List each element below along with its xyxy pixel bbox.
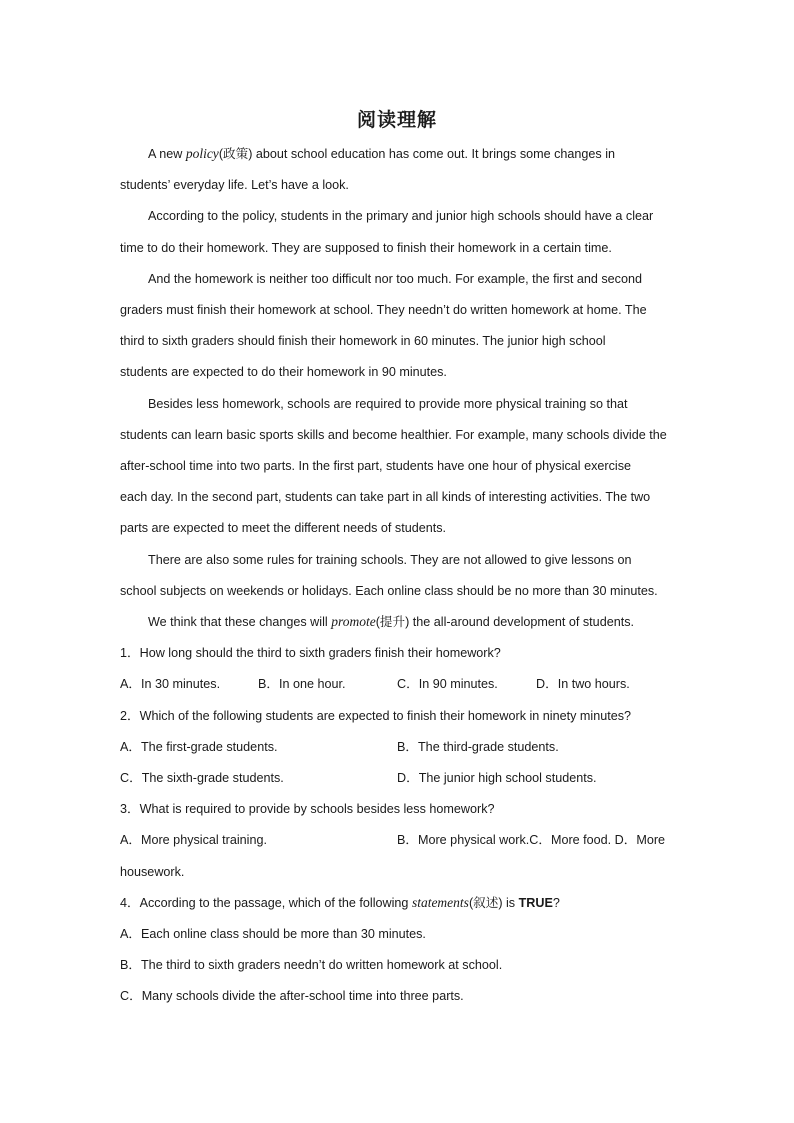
q2-option-d: D．The junior high school students.: [397, 771, 597, 785]
q3-option-d-continued: housework.: [120, 865, 185, 879]
passage-line: each day. In the second part, students can take part in all kinds of interesting activities. The two: [120, 490, 651, 504]
passage-line: parts are expected to meet the different needs of students.: [120, 521, 447, 535]
q4-option-a: A．Each online class should be more than 30 minutes.: [120, 927, 426, 941]
q2-option-a: A．The first-grade students.: [120, 740, 278, 754]
passage-line: third to sixth graders should finish their homework in 60 minutes. The junior high school: [120, 334, 606, 348]
text-run: A new: [148, 147, 186, 161]
question-2: 2．Which of the following students are expected to finish their homework in ninety minutes?: [120, 709, 632, 723]
q3-option-a: A．More physical training.: [120, 833, 267, 847]
passage-line: students’ everyday life. Let’s have a look.: [120, 178, 349, 192]
passage-line: graders must finish their homework at school. They needn’t do written homework at home. The: [120, 303, 647, 317]
passage-line: And the homework is neither too difficult nor too much. For example, the first and second: [148, 272, 642, 286]
q3-options-bcd: B．More physical work.C．More food. D．More: [397, 833, 666, 847]
text-run: 4．According to the passage, which of the following: [120, 896, 412, 910]
text-run: (叙述) is: [468, 896, 519, 910]
question-1: 1．How long should the third to sixth graders finish their homework?: [120, 646, 501, 660]
passage-line: after-school time into two parts. In the first part, students have one hour of physical exercise: [120, 459, 631, 473]
emphasis-true: TRUE: [518, 896, 553, 910]
question-3: 3．What is required to provide by schools besides less homework?: [120, 802, 495, 816]
glossed-term: statements: [411, 895, 469, 910]
q1-option-c: C．In 90 minutes.: [397, 677, 498, 691]
passage-line: school subjects on weekends or holidays. Each online class should be no more than 30 minutes.: [120, 584, 658, 598]
q4-option-c: C．Many schools divide the after-school time into three parts.: [120, 989, 464, 1003]
passage-line: [148, 614, 634, 630]
passage-line: [148, 146, 615, 162]
text-run: ?: [552, 896, 560, 910]
passage-line: students are expected to do their homework in 90 minutes.: [120, 365, 447, 379]
page-title: 阅读理解: [356, 109, 437, 131]
passage-line: students can learn basic sports skills and become healthier. For example, many schools divide the: [120, 428, 667, 442]
text-run: (提升) the all-around development of students.: [375, 615, 634, 629]
q2-option-b: B．The third-grade students.: [397, 740, 559, 754]
passage-line: time to do their homework. They are supposed to finish their homework in a certain time.: [120, 241, 612, 255]
passage-line: There are also some rules for training schools. They are not allowed to give lessons on: [148, 553, 632, 567]
q4-option-b: B．The third to sixth graders needn’t do written homework at school.: [120, 958, 503, 972]
q1-option-b: B．In one hour.: [258, 677, 346, 691]
text-run: (政策) about school education has come out. It brings some changes in: [218, 147, 616, 161]
q2-option-c: C．The sixth-grade students.: [120, 771, 284, 785]
question-4: [120, 895, 560, 911]
q1-option-d: D．In two hours.: [536, 677, 630, 691]
glossed-term: promote: [331, 614, 376, 629]
glossed-term: policy: [185, 146, 219, 161]
passage-line: Besides less homework, schools are required to provide more physical training so that: [148, 397, 628, 411]
q1-option-a: A．In 30 minutes.: [120, 677, 221, 691]
text-run: We think that these changes will: [148, 615, 332, 629]
passage-line: According to the policy, students in the primary and junior high schools should have a clear: [148, 209, 654, 223]
